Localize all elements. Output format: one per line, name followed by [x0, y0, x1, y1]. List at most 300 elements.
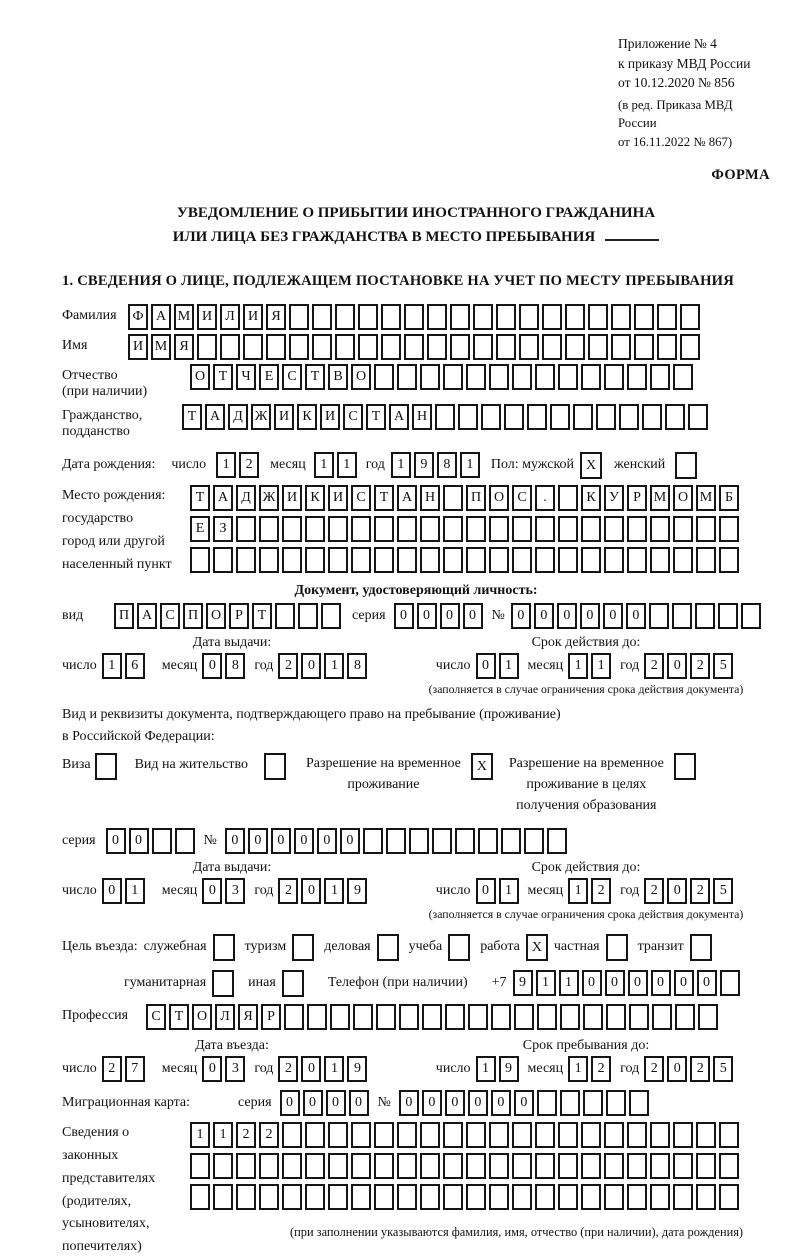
char-cell[interactable]: Т: [213, 364, 233, 390]
char-cell[interactable]: 2: [644, 653, 664, 679]
purpose-study-checkbox[interactable]: [448, 934, 470, 961]
char-cell[interactable]: [496, 334, 516, 360]
char-cell[interactable]: 2: [644, 878, 664, 904]
char-cell[interactable]: [282, 1153, 302, 1179]
char-cell[interactable]: [374, 364, 394, 390]
char-cell[interactable]: [289, 304, 309, 330]
char-cell[interactable]: М: [174, 304, 194, 330]
char-cell[interactable]: [627, 1122, 647, 1148]
purpose-humanitarian-checkbox[interactable]: [212, 970, 234, 997]
char-cell[interactable]: З: [213, 516, 233, 542]
char-cell[interactable]: С: [351, 485, 371, 511]
char-cell[interactable]: [673, 1122, 693, 1148]
char-cell[interactable]: Т: [374, 485, 394, 511]
char-cell[interactable]: 0: [394, 603, 414, 629]
char-cell[interactable]: [175, 828, 195, 854]
char-cell[interactable]: 0: [667, 1056, 687, 1082]
char-cell[interactable]: [696, 1122, 716, 1148]
char-cell[interactable]: [489, 1184, 509, 1210]
char-cell[interactable]: [374, 1122, 394, 1148]
char-cell[interactable]: Л: [220, 304, 240, 330]
char-cell[interactable]: [581, 516, 601, 542]
char-cell[interactable]: [358, 304, 378, 330]
char-cell[interactable]: [489, 1122, 509, 1148]
char-cell[interactable]: Б: [719, 485, 739, 511]
char-cell[interactable]: [458, 404, 478, 430]
char-cell[interactable]: [450, 334, 470, 360]
char-cell[interactable]: [719, 516, 739, 542]
char-cell[interactable]: [351, 516, 371, 542]
char-cell[interactable]: 1: [476, 1056, 496, 1082]
char-cell[interactable]: [672, 603, 692, 629]
char-cell[interactable]: [680, 334, 700, 360]
char-cell[interactable]: [611, 334, 631, 360]
char-cell[interactable]: [358, 334, 378, 360]
char-cell[interactable]: К: [297, 404, 317, 430]
char-cell[interactable]: [445, 1004, 465, 1030]
char-cell[interactable]: [501, 828, 521, 854]
char-cell[interactable]: [680, 304, 700, 330]
char-cell[interactable]: А: [205, 404, 225, 430]
char-cell[interactable]: 1: [213, 1122, 233, 1148]
char-cell[interactable]: [627, 364, 647, 390]
char-cell[interactable]: Н: [412, 404, 432, 430]
char-cell[interactable]: 0: [340, 828, 360, 854]
char-cell[interactable]: 0: [271, 828, 291, 854]
char-cell[interactable]: [535, 516, 555, 542]
char-cell[interactable]: [696, 1153, 716, 1179]
char-cell[interactable]: 2: [591, 1056, 611, 1082]
char-cell[interactable]: О: [206, 603, 226, 629]
char-cell[interactable]: С: [282, 364, 302, 390]
char-cell[interactable]: [466, 1184, 486, 1210]
char-cell[interactable]: Ж: [259, 485, 279, 511]
char-cell[interactable]: [719, 1153, 739, 1179]
char-cell[interactable]: .: [535, 485, 555, 511]
char-cell[interactable]: [673, 516, 693, 542]
char-cell[interactable]: [328, 547, 348, 573]
char-cell[interactable]: Л: [215, 1004, 235, 1030]
char-cell[interactable]: [443, 547, 463, 573]
char-cell[interactable]: 2: [102, 1056, 122, 1082]
char-cell[interactable]: 0: [399, 1090, 419, 1116]
char-cell[interactable]: 0: [445, 1090, 465, 1116]
char-cell[interactable]: С: [512, 485, 532, 511]
char-cell[interactable]: 0: [202, 878, 222, 904]
sex-female-checkbox[interactable]: [675, 452, 697, 479]
char-cell[interactable]: [397, 364, 417, 390]
char-cell[interactable]: 8: [437, 452, 457, 478]
char-cell[interactable]: [558, 1184, 578, 1210]
char-cell[interactable]: [328, 1122, 348, 1148]
char-cell[interactable]: [259, 1153, 279, 1179]
char-cell[interactable]: 9: [347, 878, 367, 904]
char-cell[interactable]: [581, 1184, 601, 1210]
char-cell[interactable]: 0: [674, 970, 694, 996]
char-cell[interactable]: [657, 334, 677, 360]
char-cell[interactable]: [650, 1184, 670, 1210]
char-cell[interactable]: [698, 1004, 718, 1030]
char-cell[interactable]: [420, 547, 440, 573]
char-cell[interactable]: [404, 334, 424, 360]
char-cell[interactable]: [719, 547, 739, 573]
char-cell[interactable]: [611, 304, 631, 330]
char-cell[interactable]: [695, 603, 715, 629]
char-cell[interactable]: 0: [651, 970, 671, 996]
char-cell[interactable]: [512, 1153, 532, 1179]
char-cell[interactable]: 0: [303, 1090, 323, 1116]
char-cell[interactable]: А: [213, 485, 233, 511]
char-cell[interactable]: Т: [366, 404, 386, 430]
char-cell[interactable]: [321, 603, 341, 629]
char-cell[interactable]: 1: [314, 452, 334, 478]
char-cell[interactable]: [665, 404, 685, 430]
char-cell[interactable]: 0: [626, 603, 646, 629]
char-cell[interactable]: [259, 547, 279, 573]
char-cell[interactable]: И: [274, 404, 294, 430]
char-cell[interactable]: [606, 1090, 626, 1116]
char-cell[interactable]: [527, 404, 547, 430]
char-cell[interactable]: 0: [580, 603, 600, 629]
char-cell[interactable]: [537, 1090, 557, 1116]
char-cell[interactable]: [190, 1153, 210, 1179]
purpose-work-checkbox[interactable]: X: [526, 934, 548, 961]
char-cell[interactable]: [512, 1184, 532, 1210]
char-cell[interactable]: [634, 334, 654, 360]
char-cell[interactable]: 1: [324, 653, 344, 679]
char-cell[interactable]: [330, 1004, 350, 1030]
char-cell[interactable]: [289, 334, 309, 360]
char-cell[interactable]: 0: [628, 970, 648, 996]
char-cell[interactable]: Е: [259, 364, 279, 390]
char-cell[interactable]: [450, 304, 470, 330]
char-cell[interactable]: [627, 516, 647, 542]
char-cell[interactable]: [399, 1004, 419, 1030]
char-cell[interactable]: [305, 516, 325, 542]
char-cell[interactable]: 0: [463, 603, 483, 629]
char-cell[interactable]: Р: [627, 485, 647, 511]
char-cell[interactable]: 0: [476, 878, 496, 904]
char-cell[interactable]: А: [397, 485, 417, 511]
char-cell[interactable]: 1: [568, 1056, 588, 1082]
char-cell[interactable]: Я: [266, 304, 286, 330]
char-cell[interactable]: [696, 547, 716, 573]
char-cell[interactable]: [581, 547, 601, 573]
char-cell[interactable]: [305, 547, 325, 573]
char-cell[interactable]: М: [696, 485, 716, 511]
char-cell[interactable]: [673, 547, 693, 573]
char-cell[interactable]: 0: [202, 1056, 222, 1082]
char-cell[interactable]: [596, 404, 616, 430]
char-cell[interactable]: [542, 334, 562, 360]
char-cell[interactable]: 1: [324, 1056, 344, 1082]
char-cell[interactable]: [489, 547, 509, 573]
char-cell[interactable]: [673, 1184, 693, 1210]
char-cell[interactable]: 2: [690, 878, 710, 904]
char-cell[interactable]: Я: [238, 1004, 258, 1030]
char-cell[interactable]: [443, 1153, 463, 1179]
char-cell[interactable]: [397, 516, 417, 542]
char-cell[interactable]: И: [282, 485, 302, 511]
char-cell[interactable]: [420, 1153, 440, 1179]
char-cell[interactable]: 0: [491, 1090, 511, 1116]
char-cell[interactable]: [473, 334, 493, 360]
char-cell[interactable]: [489, 1153, 509, 1179]
char-cell[interactable]: [282, 516, 302, 542]
char-cell[interactable]: [374, 1184, 394, 1210]
char-cell[interactable]: [565, 304, 585, 330]
char-cell[interactable]: [558, 485, 578, 511]
char-cell[interactable]: [266, 334, 286, 360]
char-cell[interactable]: [351, 1153, 371, 1179]
char-cell[interactable]: [550, 404, 570, 430]
char-cell[interactable]: [197, 334, 217, 360]
char-cell[interactable]: [305, 1153, 325, 1179]
char-cell[interactable]: К: [305, 485, 325, 511]
char-cell[interactable]: О: [489, 485, 509, 511]
char-cell[interactable]: О: [192, 1004, 212, 1030]
char-cell[interactable]: 0: [534, 603, 554, 629]
char-cell[interactable]: 0: [202, 653, 222, 679]
char-cell[interactable]: Т: [190, 485, 210, 511]
purpose-business-checkbox[interactable]: [377, 934, 399, 961]
char-cell[interactable]: [427, 334, 447, 360]
char-cell[interactable]: Д: [228, 404, 248, 430]
char-cell[interactable]: [397, 547, 417, 573]
char-cell[interactable]: 0: [582, 970, 602, 996]
char-cell[interactable]: [627, 547, 647, 573]
char-cell[interactable]: 1: [499, 653, 519, 679]
char-cell[interactable]: [243, 334, 263, 360]
char-cell[interactable]: 0: [603, 603, 623, 629]
char-cell[interactable]: 1: [591, 653, 611, 679]
char-cell[interactable]: 1: [337, 452, 357, 478]
char-cell[interactable]: [381, 334, 401, 360]
char-cell[interactable]: Ж: [251, 404, 271, 430]
char-cell[interactable]: [473, 304, 493, 330]
char-cell[interactable]: [420, 1184, 440, 1210]
char-cell[interactable]: [719, 1184, 739, 1210]
char-cell[interactable]: [718, 603, 738, 629]
char-cell[interactable]: [282, 547, 302, 573]
char-cell[interactable]: [535, 1184, 555, 1210]
char-cell[interactable]: [386, 828, 406, 854]
char-cell[interactable]: 2: [236, 1122, 256, 1148]
char-cell[interactable]: 2: [239, 452, 259, 478]
char-cell[interactable]: [284, 1004, 304, 1030]
char-cell[interactable]: [604, 1153, 624, 1179]
char-cell[interactable]: А: [389, 404, 409, 430]
char-cell[interactable]: [466, 1153, 486, 1179]
char-cell[interactable]: [335, 304, 355, 330]
char-cell[interactable]: 0: [248, 828, 268, 854]
char-cell[interactable]: [588, 304, 608, 330]
char-cell[interactable]: У: [604, 485, 624, 511]
char-cell[interactable]: 1: [568, 878, 588, 904]
char-cell[interactable]: И: [197, 304, 217, 330]
char-cell[interactable]: Д: [236, 485, 256, 511]
char-cell[interactable]: 9: [499, 1056, 519, 1082]
char-cell[interactable]: [720, 970, 740, 996]
char-cell[interactable]: [604, 1122, 624, 1148]
char-cell[interactable]: [259, 516, 279, 542]
char-cell[interactable]: [305, 1184, 325, 1210]
char-cell[interactable]: [328, 1184, 348, 1210]
char-cell[interactable]: 0: [417, 603, 437, 629]
char-cell[interactable]: [588, 334, 608, 360]
char-cell[interactable]: С: [343, 404, 363, 430]
char-cell[interactable]: [443, 1122, 463, 1148]
char-cell[interactable]: [376, 1004, 396, 1030]
char-cell[interactable]: [213, 1184, 233, 1210]
char-cell[interactable]: [351, 1184, 371, 1210]
char-cell[interactable]: 0: [301, 653, 321, 679]
char-cell[interactable]: В: [328, 364, 348, 390]
char-cell[interactable]: [363, 828, 383, 854]
char-cell[interactable]: О: [190, 364, 210, 390]
char-cell[interactable]: 0: [102, 878, 122, 904]
char-cell[interactable]: [547, 828, 567, 854]
char-cell[interactable]: [236, 547, 256, 573]
char-cell[interactable]: [259, 1184, 279, 1210]
char-cell[interactable]: [688, 404, 708, 430]
char-cell[interactable]: [581, 1153, 601, 1179]
char-cell[interactable]: 0: [106, 828, 126, 854]
char-cell[interactable]: [190, 547, 210, 573]
char-cell[interactable]: [351, 547, 371, 573]
char-cell[interactable]: [634, 304, 654, 330]
char-cell[interactable]: 2: [591, 878, 611, 904]
char-cell[interactable]: 2: [259, 1122, 279, 1148]
char-cell[interactable]: [504, 404, 524, 430]
char-cell[interactable]: [236, 516, 256, 542]
char-cell[interactable]: 0: [667, 653, 687, 679]
char-cell[interactable]: [468, 1004, 488, 1030]
char-cell[interactable]: И: [320, 404, 340, 430]
char-cell[interactable]: Р: [229, 603, 249, 629]
char-cell[interactable]: И: [128, 334, 148, 360]
char-cell[interactable]: 9: [347, 1056, 367, 1082]
char-cell[interactable]: [397, 1153, 417, 1179]
char-cell[interactable]: 0: [301, 1056, 321, 1082]
char-cell[interactable]: 0: [294, 828, 314, 854]
char-cell[interactable]: [560, 1090, 580, 1116]
char-cell[interactable]: Т: [252, 603, 272, 629]
char-cell[interactable]: [604, 1184, 624, 1210]
char-cell[interactable]: [741, 603, 761, 629]
char-cell[interactable]: [583, 1004, 603, 1030]
char-cell[interactable]: [282, 1122, 302, 1148]
char-cell[interactable]: [673, 1153, 693, 1179]
char-cell[interactable]: [650, 547, 670, 573]
char-cell[interactable]: [675, 1004, 695, 1030]
char-cell[interactable]: [657, 304, 677, 330]
char-cell[interactable]: И: [328, 485, 348, 511]
char-cell[interactable]: [307, 1004, 327, 1030]
char-cell[interactable]: 7: [125, 1056, 145, 1082]
char-cell[interactable]: [466, 516, 486, 542]
char-cell[interactable]: 1: [324, 878, 344, 904]
char-cell[interactable]: [455, 828, 475, 854]
char-cell[interactable]: [519, 334, 539, 360]
visa-checkbox[interactable]: [95, 753, 117, 780]
char-cell[interactable]: [512, 1122, 532, 1148]
char-cell[interactable]: 3: [225, 1056, 245, 1082]
char-cell[interactable]: [409, 828, 429, 854]
char-cell[interactable]: 1: [568, 653, 588, 679]
char-cell[interactable]: [397, 1184, 417, 1210]
char-cell[interactable]: [558, 1122, 578, 1148]
char-cell[interactable]: [558, 516, 578, 542]
char-cell[interactable]: [152, 828, 172, 854]
char-cell[interactable]: [213, 1153, 233, 1179]
char-cell[interactable]: [560, 1004, 580, 1030]
char-cell[interactable]: [583, 1090, 603, 1116]
char-cell[interactable]: [535, 364, 555, 390]
char-cell[interactable]: [404, 304, 424, 330]
char-cell[interactable]: 0: [349, 1090, 369, 1116]
char-cell[interactable]: [696, 516, 716, 542]
char-cell[interactable]: [673, 364, 693, 390]
char-cell[interactable]: 1: [460, 452, 480, 478]
char-cell[interactable]: 0: [129, 828, 149, 854]
char-cell[interactable]: [443, 364, 463, 390]
char-cell[interactable]: А: [151, 304, 171, 330]
char-cell[interactable]: [581, 1122, 601, 1148]
char-cell[interactable]: [558, 1153, 578, 1179]
char-cell[interactable]: [420, 1122, 440, 1148]
char-cell[interactable]: [604, 547, 624, 573]
char-cell[interactable]: [604, 364, 624, 390]
purpose-private-checkbox[interactable]: [606, 934, 628, 961]
char-cell[interactable]: [489, 364, 509, 390]
char-cell[interactable]: 0: [225, 828, 245, 854]
char-cell[interactable]: [535, 1153, 555, 1179]
char-cell[interactable]: [535, 1122, 555, 1148]
char-cell[interactable]: 0: [280, 1090, 300, 1116]
char-cell[interactable]: [427, 304, 447, 330]
char-cell[interactable]: С: [160, 603, 180, 629]
char-cell[interactable]: [275, 603, 295, 629]
char-cell[interactable]: 0: [514, 1090, 534, 1116]
char-cell[interactable]: [312, 304, 332, 330]
char-cell[interactable]: [519, 304, 539, 330]
char-cell[interactable]: [466, 547, 486, 573]
char-cell[interactable]: Т: [169, 1004, 189, 1030]
char-cell[interactable]: И: [243, 304, 263, 330]
char-cell[interactable]: Я: [174, 334, 194, 360]
char-cell[interactable]: [190, 1184, 210, 1210]
char-cell[interactable]: К: [581, 485, 601, 511]
char-cell[interactable]: 9: [513, 970, 533, 996]
char-cell[interactable]: [422, 1004, 442, 1030]
char-cell[interactable]: Ф: [128, 304, 148, 330]
char-cell[interactable]: 8: [225, 653, 245, 679]
char-cell[interactable]: 1: [391, 452, 411, 478]
char-cell[interactable]: [435, 404, 455, 430]
char-cell[interactable]: Т: [305, 364, 325, 390]
char-cell[interactable]: [565, 334, 585, 360]
char-cell[interactable]: 0: [422, 1090, 442, 1116]
char-cell[interactable]: [236, 1153, 256, 1179]
char-cell[interactable]: Е: [190, 516, 210, 542]
char-cell[interactable]: 0: [511, 603, 531, 629]
char-cell[interactable]: 5: [713, 878, 733, 904]
char-cell[interactable]: П: [183, 603, 203, 629]
char-cell[interactable]: 1: [536, 970, 556, 996]
char-cell[interactable]: [696, 1184, 716, 1210]
char-cell[interactable]: [374, 547, 394, 573]
